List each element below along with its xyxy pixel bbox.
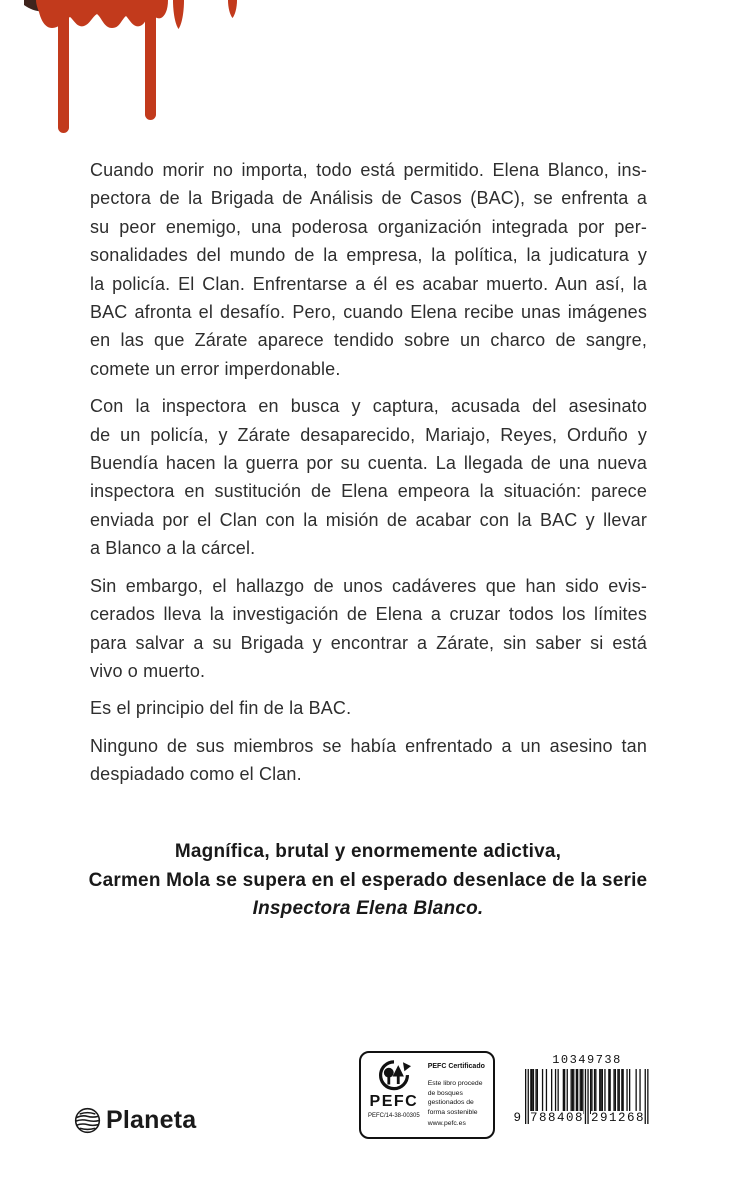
quote-line: Carmen Mola se supera en el esperado desenlace de la serie xyxy=(88,869,648,891)
pefc-right-column xyxy=(420,1059,492,1132)
synopsis-line: despiadado como el Clan. xyxy=(90,764,302,785)
synopsis-line: en las que Zárate aparece tendido sobre un charco de sangre, xyxy=(90,330,647,351)
synopsis-line: Sin embargo, el hallazgo de unos cadáveres que han sido evis- xyxy=(90,575,647,596)
publisher-name: Planeta xyxy=(106,1106,197,1134)
pefc-body-text: Este libro procede de bosques gestionados de forma sostenible xyxy=(427,1080,483,1116)
blood-drip-small xyxy=(173,0,184,29)
blood-drip-medium xyxy=(145,8,156,120)
synopsis-line: sonalidades del mundo de la empresa, la política, la judicatura y xyxy=(90,245,647,266)
synopsis-line: BAC afronta el desafío. Pero, cuando Elena recibe unas imágenes xyxy=(90,302,647,323)
barcode xyxy=(512,1053,649,1126)
synopsis-line: Con la inspectora en busca y captura, acusada del asesinato xyxy=(90,396,647,417)
synopsis-line: Buendía hacen la guerra por su cuenta. La llegada de una nueva xyxy=(90,453,647,474)
synopsis-line: a Blanco a la cárcel. xyxy=(90,538,256,559)
synopsis xyxy=(90,156,647,798)
synopsis-line: Es el principio del fin de la BAC. xyxy=(90,698,352,719)
quote-line: Inspectora Elena Blanco. xyxy=(252,898,484,919)
barcode-digits-right: 291268 xyxy=(591,1111,646,1125)
paragraph xyxy=(90,732,647,789)
barcode-top-number: 10349738 xyxy=(552,1053,622,1067)
synopsis-line: comete un error imperdonable. xyxy=(90,358,341,379)
synopsis-line: Cuando morir no importa, todo está permitido. Elena Blanco, ins- xyxy=(90,160,647,180)
quote-block xyxy=(0,838,736,924)
synopsis-line: vivo o muerto. xyxy=(90,660,206,681)
barcode-bars xyxy=(513,1069,649,1126)
synopsis-line: cerados lleva la investigación de Elena a cruzar todos los límites xyxy=(90,604,647,625)
barcode-digit-lead: 9 xyxy=(513,1111,523,1125)
synopsis-line: enviada por el Clan con la misión de acabar con la BAC y llevar xyxy=(90,509,647,530)
planeta-globe-icon xyxy=(74,1107,101,1134)
synopsis-line: la policía. El Clan. Enfrentarse a él es acabar muerto. Aun así, la xyxy=(90,273,647,294)
synopsis-line: de un policía, y Zárate desaparecido, Mariajo, Reyes, Orduño y xyxy=(90,424,647,445)
publisher-logo xyxy=(74,1106,196,1135)
synopsis-line: Ninguno de sus miembros se había enfrentado a un asesino tan xyxy=(90,735,647,756)
paragraph xyxy=(90,572,647,686)
pefc-certificate xyxy=(359,1051,495,1139)
quote-line: Magnífica, brutal y enormemente adictiva, xyxy=(174,841,562,862)
pefc-left-column xyxy=(368,1059,420,1132)
synopsis-line: inspectora en sustitución de Elena empeora la situación: parece xyxy=(90,481,647,502)
pefc-url: www.pefc.es xyxy=(427,1120,466,1127)
synopsis-line: para salvar a su Brigada y encontrar a Zárate, sin saber si está xyxy=(90,632,647,653)
pefc-cert-code: PEFC/14-38-00305 xyxy=(368,1113,420,1119)
synopsis-line: pectora de la Brigada de Análisis de Casos (BAC), se enfrenta a xyxy=(90,188,647,209)
pefc-logo-text: PEFC xyxy=(369,1093,419,1110)
paragraph xyxy=(90,156,647,383)
barcode-digits-left: 788408 xyxy=(530,1111,585,1125)
blood-drip-icon xyxy=(0,0,280,150)
blood-drip-tiny xyxy=(228,0,237,18)
pefc-title: PEFC Certificado xyxy=(427,1063,485,1070)
pefc-logo-icon xyxy=(377,1059,411,1093)
synopsis-line: su peor enemigo, una poderosa organización integrada por per- xyxy=(90,216,647,237)
paragraph xyxy=(90,694,647,722)
blood-drip-long xyxy=(58,8,69,133)
paragraph xyxy=(90,392,647,562)
